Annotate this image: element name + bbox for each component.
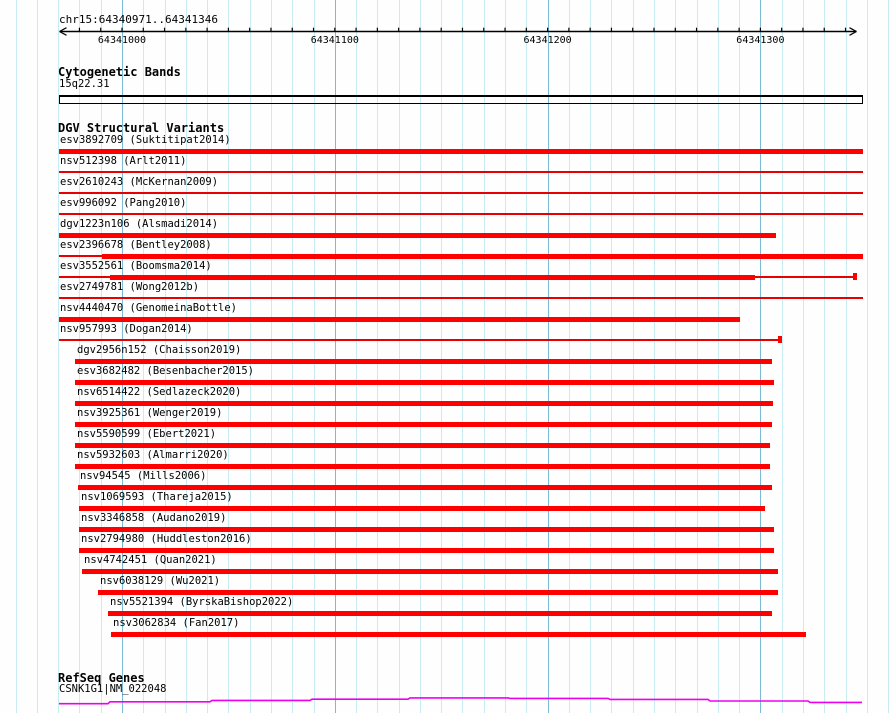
variant-label[interactable]: nsv512398 (Arlt2011) bbox=[60, 155, 187, 167]
variant-label[interactable]: nsv5590599 (Ebert2021) bbox=[77, 428, 217, 440]
variant-label[interactable]: nsv2794980 (Huddleston2016) bbox=[81, 533, 252, 545]
variant-label[interactable]: esv3552561 (Boomsma2014) bbox=[60, 260, 212, 272]
variant-label[interactable]: dgv1223n106 (Alsmadi2014) bbox=[60, 218, 219, 230]
variant-label[interactable]: esv2610243 (McKernan2009) bbox=[60, 176, 219, 188]
ruler-coordinate-label: 64341300 bbox=[736, 35, 785, 46]
gene-model-line[interactable] bbox=[59, 698, 862, 704]
variant-label[interactable]: nsv3925361 (Wenger2019) bbox=[77, 407, 223, 419]
variant-label[interactable]: esv996092 (Pang2010) bbox=[60, 197, 187, 209]
ruler-coordinate-label: 64341100 bbox=[310, 35, 359, 46]
refseq-gene-label[interactable]: CSNK1G1|NM_022048 bbox=[59, 683, 167, 695]
variant-label[interactable]: esv3682482 (Besenbacher2015) bbox=[77, 365, 255, 377]
variant-label[interactable]: nsv957993 (Dogan2014) bbox=[60, 323, 193, 335]
variant-label[interactable]: nsv4440470 (GenomeinaBottle) bbox=[60, 302, 238, 314]
variant-label[interactable]: nsv3346858 (Audano2019) bbox=[81, 512, 227, 524]
cytogenetic-bands-header: Cytogenetic Bands bbox=[58, 65, 181, 79]
variant-label[interactable]: nsv5932603 (Almarri2020) bbox=[77, 449, 229, 461]
variant-label[interactable]: nsv6038129 (Wu2021) bbox=[100, 575, 221, 587]
variant-label[interactable]: esv2396678 (Bentley2008) bbox=[60, 239, 212, 251]
cytogenetic-band-label: 15q22.31 bbox=[59, 78, 110, 90]
variant-label[interactable]: nsv6514422 (Sedlazeck2020) bbox=[77, 386, 242, 398]
dgv-structural-variants-header: DGV Structural Variants bbox=[58, 121, 225, 135]
variant-label[interactable]: nsv5521394 (ByrskaBishop2022) bbox=[110, 596, 294, 608]
variant-label[interactable]: nsv94545 (Mills2006) bbox=[80, 470, 207, 482]
variant-label[interactable]: nsv3062834 (Fan2017) bbox=[113, 617, 240, 629]
variant-label[interactable]: esv3892709 (Suktitipat2014) bbox=[60, 134, 231, 146]
variant-label[interactable]: nsv4742451 (Quan2021) bbox=[84, 554, 217, 566]
variant-label[interactable]: nsv1069593 (Thareja2015) bbox=[81, 491, 233, 503]
variant-label[interactable]: dgv2956n152 (Chaisson2019) bbox=[77, 344, 242, 356]
refseq-genes-header: RefSeq Genes bbox=[58, 671, 145, 685]
region-title: chr15:64340971..64341346 bbox=[59, 13, 218, 26]
variant-label[interactable]: esv2749781 (Wong2012b) bbox=[60, 281, 200, 293]
ruler-coordinate-label: 64341200 bbox=[523, 35, 572, 46]
ruler-coordinate-label: 64341000 bbox=[97, 35, 147, 46]
